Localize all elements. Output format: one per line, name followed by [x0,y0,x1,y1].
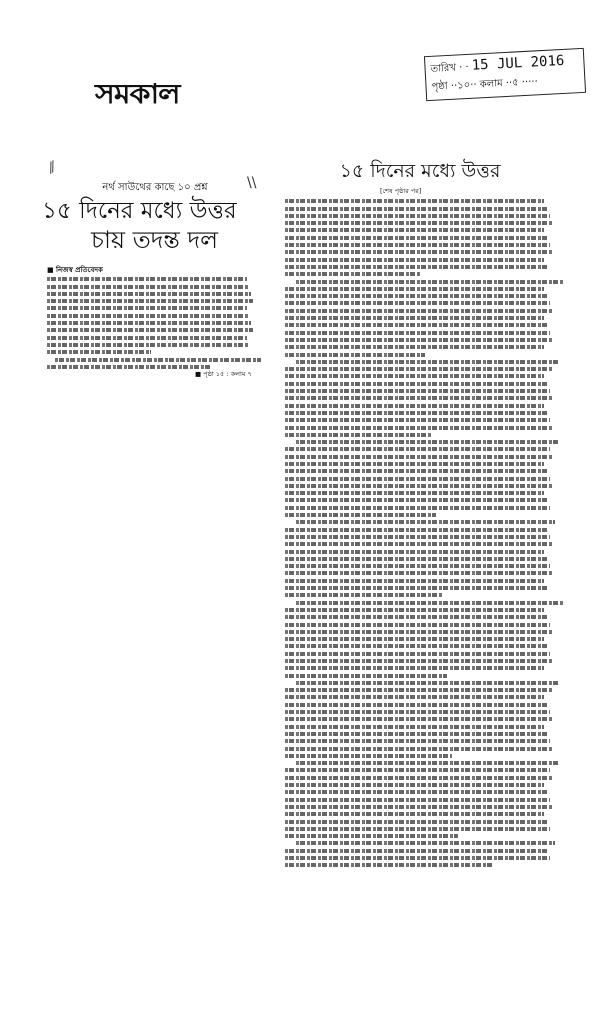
text-line [296,520,555,524]
text-line [296,360,561,364]
text-line [285,637,544,641]
text-line [285,199,544,203]
text-line [285,550,544,554]
text-line [285,812,544,816]
text-line [285,630,552,634]
text-line [285,228,544,232]
text-line [285,207,547,211]
text-line [285,294,547,298]
text-line [285,258,544,262]
text-line [285,557,547,561]
text-line [285,498,547,502]
text-line [285,768,550,772]
text-line [285,396,552,400]
text-line [285,316,544,320]
text-line [285,462,544,466]
left-article-headline-line2: চায় তদন্ত দল [91,226,218,254]
text-line [285,477,550,481]
text-line [285,353,425,357]
text-line [296,440,558,444]
text-line [285,674,447,678]
text-line [285,542,552,546]
text-line [285,433,431,437]
text-line [285,455,552,459]
text-line [285,564,550,568]
right-article-continued: [শেষ পৃষ্ঠার পর] [380,187,422,195]
text-line [285,491,544,495]
text-line [285,739,550,743]
text-line [285,783,544,787]
text-line [47,299,253,303]
text-line [285,827,550,831]
text-line [285,644,547,648]
text-line [47,292,251,296]
text-line [285,236,547,240]
text-line [285,593,442,597]
text-line [285,849,547,853]
text-line [285,571,552,575]
left-article-jump: ■ পৃষ্ঠা ১৫ : কলাম ৭ [195,370,252,378]
text-line [296,761,558,765]
newspaper-masthead: সমকাল [95,78,180,111]
text-line [285,345,544,349]
text-line [285,710,550,714]
pen-mark: ⁄⁄ [46,159,59,177]
text-line [285,776,552,780]
stamp-date: 15 JUL 2016 [471,52,565,74]
text-line [285,323,547,327]
text-line [285,331,550,335]
text-line [285,411,547,415]
text-line [285,374,544,378]
text-line [285,623,550,627]
left-article-body [47,274,255,372]
text-line [285,287,544,291]
text-line [285,790,547,794]
text-line [47,314,249,318]
text-line [285,834,458,838]
text-line [47,328,253,332]
text-line [285,506,550,510]
text-line [285,579,544,583]
text-line [285,666,544,670]
text-line [47,321,251,325]
text-line [285,513,436,517]
text-line [47,306,247,310]
text-line [285,309,552,313]
text-line [285,725,544,729]
stamp-page: ১০ [456,79,471,92]
text-line [47,336,247,340]
left-article-kicker: নর্থ সাউথের কাছে ১০ প্রশ্ন [102,182,208,193]
right-article-headline: ১৫ দিনের মধ্যে উত্তর [339,160,501,182]
text-line [285,688,552,692]
text-line [296,681,561,685]
text-line [285,615,547,619]
stamp-date-label: তারিখ [430,62,457,75]
text-line [285,856,550,860]
text-line [285,389,550,393]
text-line [55,358,261,362]
stamp-column-label: কলাম [479,78,503,91]
stamp-page-label: পৃষ্ঠা [431,81,449,93]
text-line [285,528,547,532]
text-line [285,608,544,612]
text-line [285,250,552,254]
left-article-headline-line1: ১৫ দিনের মধ্যে উত্তর [42,198,237,224]
text-line [285,243,550,247]
text-line [285,652,550,656]
text-line [285,214,550,218]
text-line [285,301,550,305]
text-line [285,221,552,225]
stamp-column: ৫ [511,77,519,89]
text-line [285,484,552,488]
text-line [285,798,550,802]
text-line [296,280,563,284]
right-article-body [285,196,555,871]
text-line [285,820,547,824]
text-line [285,586,547,590]
text-line [285,404,544,408]
text-line [285,754,452,758]
text-line [285,272,420,276]
archive-stamp: তারিখ · · 15 JUL 2016 পৃষ্ঠা ··১০·· কলাম ··৫ ····· [424,48,586,101]
text-line [285,717,552,721]
text-line [285,447,550,451]
pen-mark: \\ [247,175,257,191]
text-line [285,338,552,342]
text-line [285,805,552,809]
text-line [285,863,493,867]
text-line [285,535,550,539]
text-line [285,747,552,751]
text-line [285,732,547,736]
text-line [296,841,555,845]
text-line [47,277,247,281]
text-line [285,426,552,430]
text-line [285,703,547,707]
text-line [285,367,552,371]
text-line [285,382,547,386]
text-line [47,285,249,289]
text-line [47,365,211,369]
text-line [285,695,544,699]
text-line [285,469,547,473]
left-article-byline: ■ নিজস্ব প্রতিবেদক [47,266,103,274]
text-line [296,601,563,605]
text-line [285,659,552,663]
text-line [47,350,151,354]
text-line [285,418,550,422]
text-line [285,265,547,269]
text-line [47,343,249,347]
